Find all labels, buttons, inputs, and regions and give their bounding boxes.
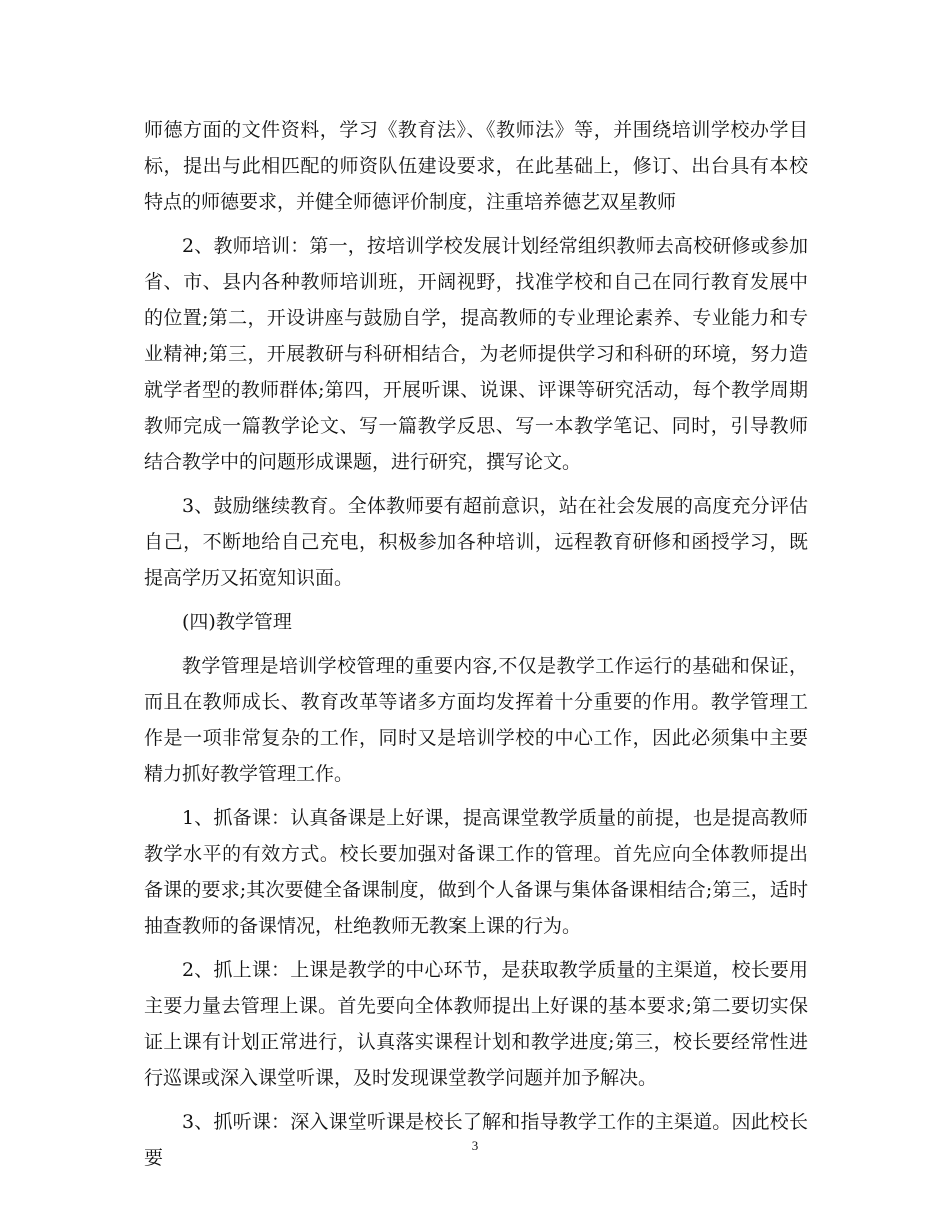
page-number: 3: [471, 1138, 479, 1153]
paragraph-classroom-teaching: 2、抓上课：上课是教学的中心环节，是获取教学质量的主渠道，校长要用主要力量去管理上课。首先要向全体教师提出上好课的基本要求;第二要切实保证上课有计划正常进行，认真落实课程计划和教学进度;第三，校长要经常性进行巡课或深入课堂听课，及时发现课堂教学问题并加予解决。: [144, 959, 808, 1089]
paragraph-teaching-management-intro: 教学管理是培训学校管理的重要内容,不仅是教学工作运行的基础和保证，而且在教师成长、教育改革等诸多方面均发挥着十分重要的作用。教学管理工作是一项非常复杂的工作，同时又是培训学校的中心工作，因此必须集中主要精力抓好教学管理工作。: [144, 655, 808, 785]
paragraph-lesson-preparation: 1、抓备课：认真备课是上好课，提高课堂教学质量的前提，也是提高教师教学水平的有效方式。校长要加强对备课工作的管理。首先应向全体教师提出备课的要求;其次要健全备课制度，做到个人备课与集体备课相结合;第三，适时抽查教师的备课情况，杜绝教师无教案上课的行为。: [144, 807, 808, 937]
paragraph-teacher-ethics: 师德方面的文件资料，学习《教育法》、《教师法》等，并围绕培训学校办学目标，提出与此相匹配的师资队伍建设要求，在此基础上，修订、出台具有本校特点的师德要求，并健全师德评价制度，注重培养德艺双星教师: [144, 119, 808, 213]
paragraph-teacher-training: 2、教师培训：第一，按培训学校发展计划经常组织教师去高校研修或参加省、市、县内各种教师培训班，开阔视野，找准学校和自己在同行教育发展中的位置;第二，开设讲座与鼓励自学，提高教师的专业理论素养、专业能力和专业精神;第三，开展教研与科研相结合，为老师提供学习和科研的环境，努力造就学者型的教师群体;第四，开展听课、说课、评课等研究活动，每个教学周期教师完成一篇教学论文、写一篇教学反思、写一本教学笔记、同时，引导教师结合教学中的问题形成课题，进行研究，撰写论文。: [144, 235, 808, 473]
document-body: [144, 112, 808, 1184]
section-heading-teaching-management: (四)教学管理: [182, 611, 292, 633]
paragraph-continuing-education: 3、鼓励继续教育。全体教师要有超前意识，站在社会发展的高度充分评估自己，不断地给自己充电，积极参加各种培训，远程教育研修和函授学习，既提高学历又拓宽知识面。: [144, 495, 808, 589]
paragraph-class-observation: 3、抓听课：深入课堂听课是校长了解和指导教学工作的主渠道。因此校长要: [144, 1111, 808, 1169]
